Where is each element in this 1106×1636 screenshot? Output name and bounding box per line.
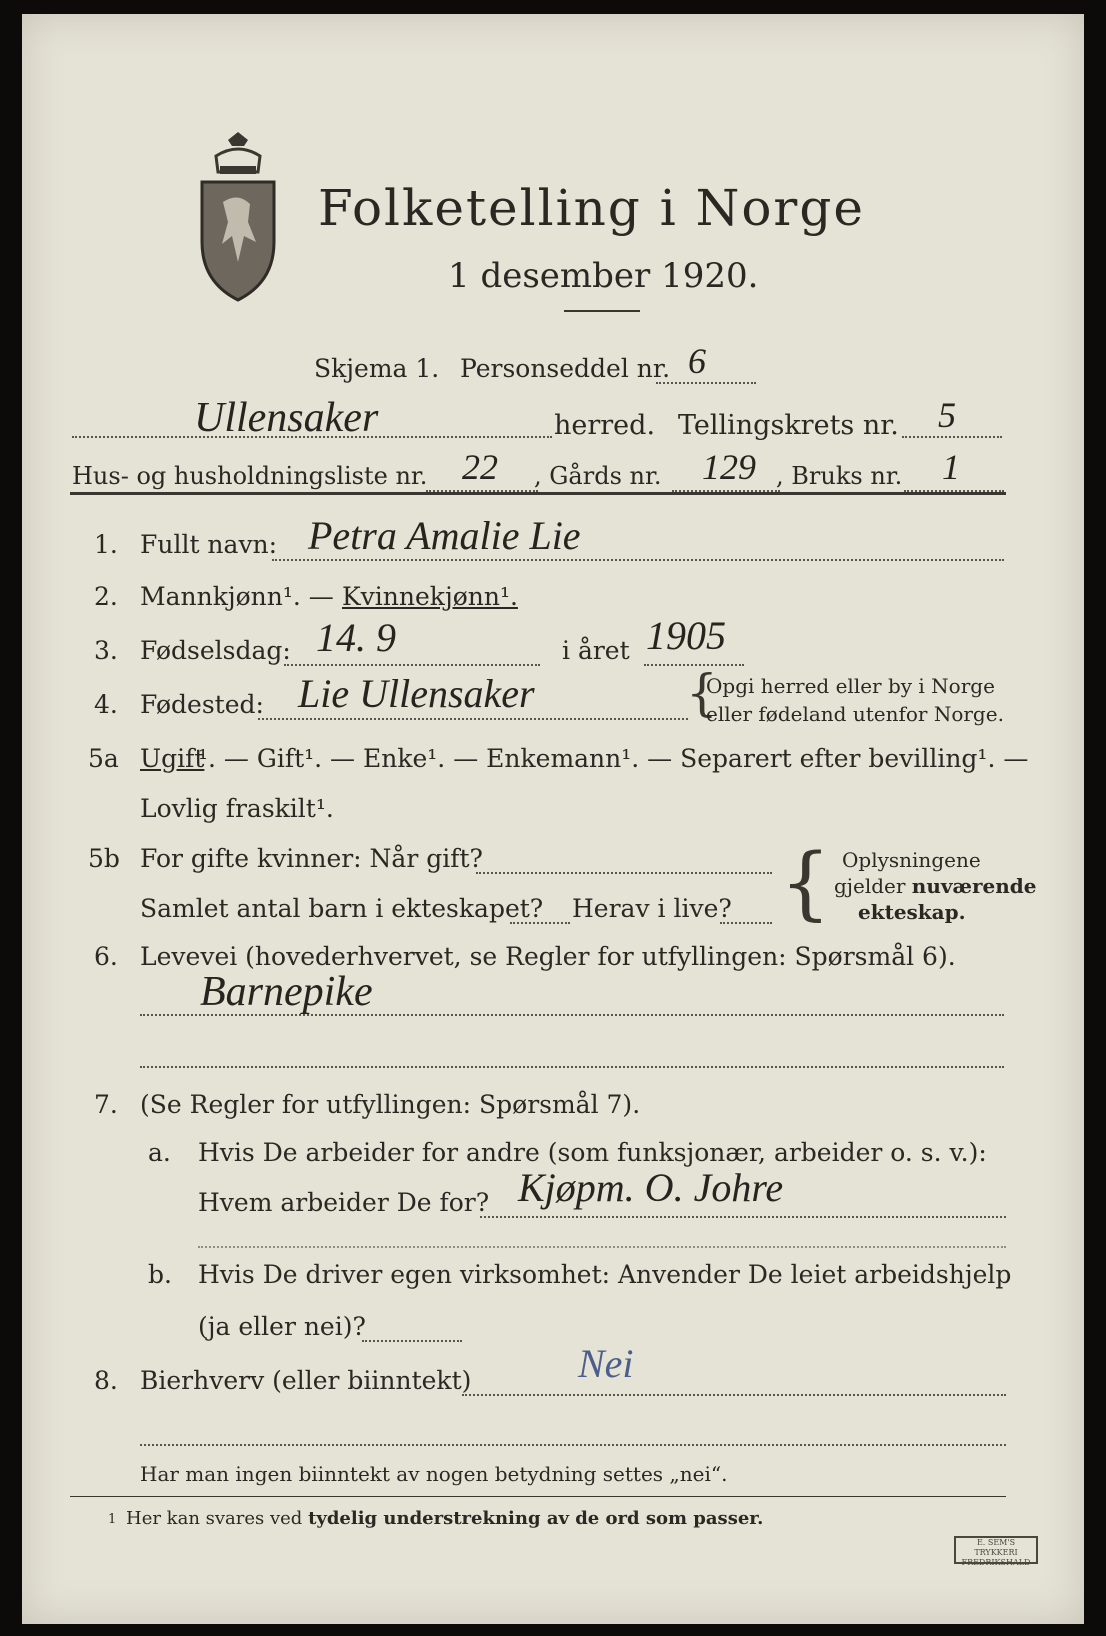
q4-note-2: eller fødeland utenfor Norge. [706, 702, 1004, 726]
hus-value[interactable]: 22 [462, 447, 498, 487]
gards-label: , Gårds nr. [534, 462, 662, 490]
personseddel-value[interactable]: 6 [688, 341, 706, 381]
q7a-letter: a. [148, 1138, 171, 1167]
bruks-label: , Bruks nr. [776, 462, 903, 490]
q8-number: 8. [94, 1366, 118, 1395]
q4-number: 4. [94, 690, 118, 719]
hus-label: Hus- og husholdningsliste nr. [72, 462, 428, 490]
q5b-label3: Herav i live? [572, 894, 732, 923]
bruks-value[interactable]: 1 [942, 447, 960, 487]
q5b-number: 5b [88, 844, 120, 873]
birthplace-value[interactable]: Lie Ullensaker [298, 671, 535, 716]
q6-number: 6. [94, 942, 118, 971]
q3-number: 3. [94, 636, 118, 665]
q7b-label1: Hvis De driver egen virksomhet: Anvender De leiet arbeidshjelp [198, 1260, 1012, 1289]
q3-year-label: i året [562, 636, 630, 665]
q7a-label1: Hvis De arbeider for andre (som funksjonær, arbeider o. s. v.): [198, 1138, 987, 1167]
herred-label: herred. [554, 410, 656, 441]
coat-of-arms-icon [198, 132, 278, 302]
q5b-label2: Samlet antal barn i ekteskapet? [140, 894, 544, 923]
title-divider [564, 310, 640, 312]
q7-label: (Se Regler for utfyllingen: Spørsmål 7). [140, 1090, 641, 1119]
footnote-number: 1 [108, 1512, 117, 1527]
employer-value[interactable]: Kjøpm. O. Johre [518, 1165, 784, 1210]
footnote-text: Her kan svares ved [126, 1508, 309, 1529]
q7b-label2: (ja eller nei)? [198, 1312, 366, 1341]
q8-label: Bierhverv (eller biinntekt) [140, 1366, 472, 1395]
tellingskrets-label: Tellingskrets nr. [678, 410, 899, 441]
note-text: Har man ingen biinntekt av nogen betydning settes „nei“. [140, 1462, 728, 1486]
form-title: Folketelling i Norge [318, 179, 865, 237]
q5a-ugift: Ugift [140, 744, 205, 773]
q5b-label1: For gifte kvinner: Når gift? [140, 844, 483, 873]
personseddel-label: Personseddel nr. [460, 354, 671, 383]
birthday-value[interactable]: 14. 9 [316, 615, 396, 660]
q1-label: Fullt navn: [140, 530, 278, 559]
q7-number: 7. [94, 1090, 118, 1119]
q5b-note-3: ekteskap. [858, 900, 966, 924]
gards-value[interactable]: 129 [702, 447, 756, 487]
q5b-note-2a: gjelder [834, 874, 912, 898]
q4-label: Fødested: [140, 690, 264, 719]
full-name-value[interactable]: Petra Amalie Lie [308, 513, 581, 558]
printer-stamp: E. SEM'S TRYKKERI FREDRIKSHALD [954, 1536, 1038, 1564]
q2-kvinne: Kvinnekjønn¹. [342, 582, 518, 611]
census-form: Folketelling i Norge 1 desember 1920. Skjema 1. Personseddel nr. 6 Ullensaker herred. Tellingskrets nr. 5 Hus- og husholdningsliste nr. 22 , Gårds nr. 129 , Bruks nr. 1 1. Fullt navn: Petra Amalie Lie 2. Mannkjønn¹. — Kvinnekjønn¹. 3. Fødselsdag: 14. 9 i året 1905 4. Fødested: Lie Ullensaker { Opgi herred eller by i Norge eller fødeland utenfor Norge. 5a Ugift ¹. — Gift¹. — Enke¹. — Enkemann¹. — Separert efter bevilling¹. — Lovlig fraskilt¹. 5b For gifte kvinner: Når gift? Samlet antal barn i ekteskapet? Herav i live? { Oplysningene gjelder nuværende ekteskap. 6. Levevei (hovederhvervet, se Regler for utfyllingen: Spørsmål 6). Barnepike 7. (Se Regler for utfyllingen: Spørsmål 7). a. Hvis De arbeider for andre (som funksjonær, arbeider o. s. v.): Hvem arbeider De for? Kjøpm. O. Johre b. Hvis De driver egen virksomhet: Anvender De leiet arbeidshjelp (ja eller nei)? 8. Bierhverv (eller biinntekt) Nei Har man ingen biinntekt av nogen betydning settes „nei“. 1 Her kan svares ved tydelig understrekning av de ord som passer. E. SEM'S TRYKKERI FREDRIKSHALD [22, 14, 1084, 1624]
tellingskrets-value[interactable]: 5 [938, 395, 956, 435]
birth-year-value[interactable]: 1905 [646, 613, 726, 658]
footnote-bold: tydelig understrekning av de ord som passer. [308, 1508, 764, 1529]
q5a-options: ¹. — Gift¹. — Enke¹. — Enkemann¹. — Separert efter bevilling¹. — [198, 744, 1029, 773]
q2-number: 2. [94, 582, 118, 611]
skjema-label: Skjema 1. [314, 354, 440, 383]
q3-label: Fødselsdag: [140, 636, 291, 665]
q7b-letter: b. [148, 1260, 172, 1289]
q5a-line2: Lovlig fraskilt¹. [140, 794, 334, 823]
q1-number: 1. [94, 530, 118, 559]
occupation-value[interactable]: Barnepike [200, 969, 373, 1015]
q7a-label2: Hvem arbeider De for? [198, 1188, 490, 1217]
q5a-number: 5a [88, 744, 119, 773]
census-date: 1 desember 1920. [448, 256, 759, 296]
q5b-note-1: Oplysningene [842, 848, 981, 872]
q6-label: Levevei (hovederhvervet, se Regler for utfyllingen: Spørsmål 6). [140, 942, 956, 971]
header-rule [70, 492, 1006, 495]
side-income-value[interactable]: Nei [578, 1341, 634, 1386]
q4-note-1: Opgi herred eller by i Norge [706, 674, 995, 698]
q5b-note-2b: nuværende [911, 874, 1037, 898]
herred-value[interactable]: Ullensaker [194, 395, 379, 441]
q2-mann: Mannkjønn¹. — [140, 582, 334, 611]
